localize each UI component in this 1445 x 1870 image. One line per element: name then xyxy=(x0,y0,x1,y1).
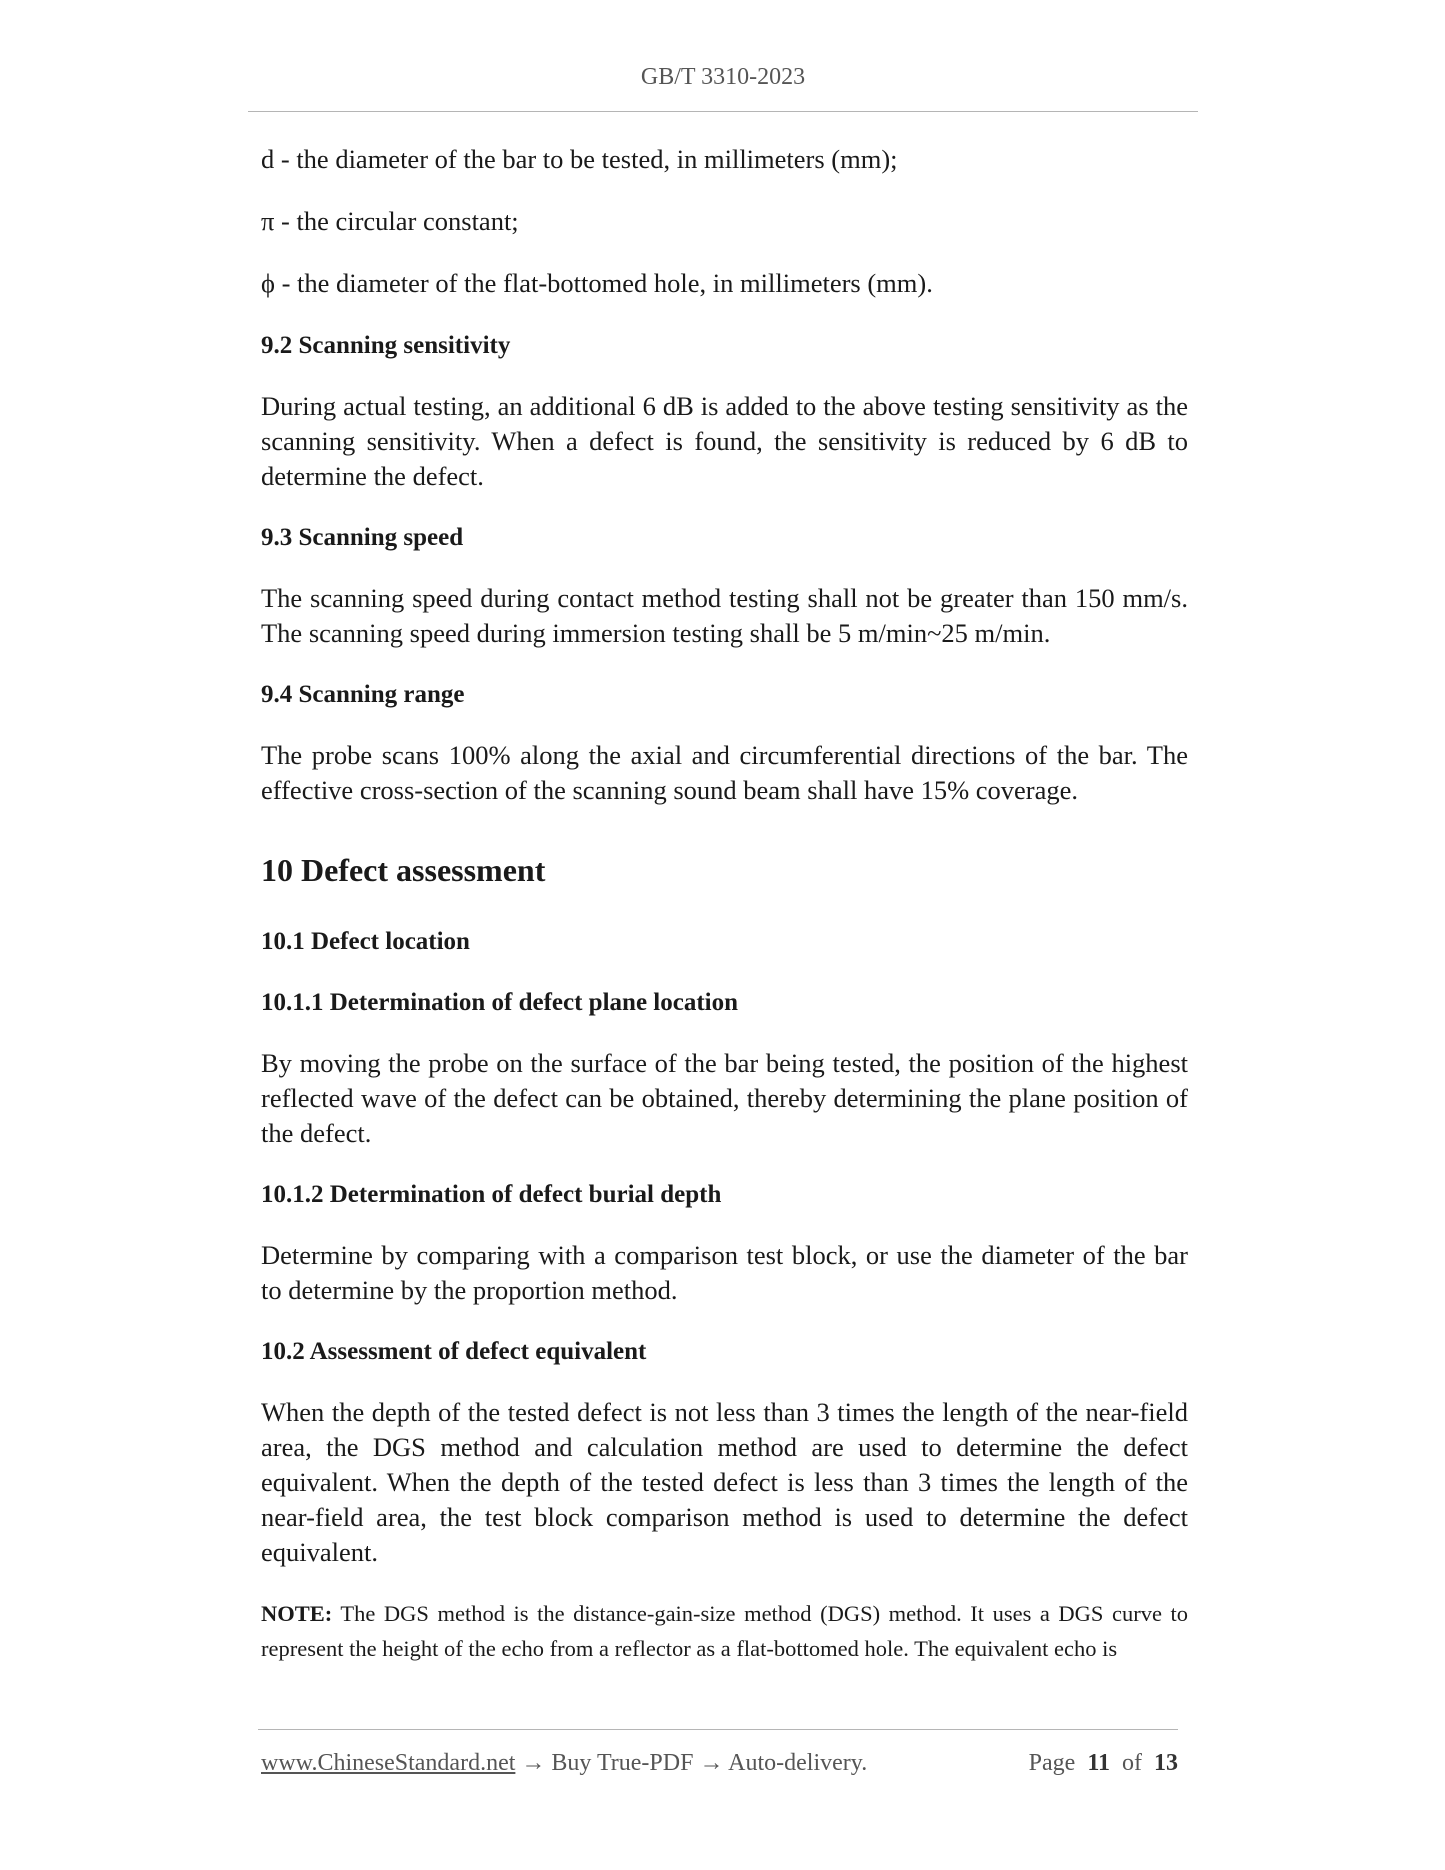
paragraph-10-1-1: By moving the probe on the surface of the bar being tested, the position of the highest reflected wave of the defect can be obtained, thereby determining the plane position of the defect. xyxy=(261,1048,1188,1148)
document-body xyxy=(261,142,1188,1666)
paragraph-9-4: The probe scans 100% along the axial and circumferential directions of the bar. The effective cross-section of the scanning sound beam shall have 15% coverage. xyxy=(261,740,1188,805)
note-paragraph xyxy=(261,1596,1188,1666)
heading-10-1-1: 10.1.1 Determination of defect plane location xyxy=(261,989,739,1016)
header-divider xyxy=(248,111,1198,112)
total-pages-number: 13 xyxy=(1154,1750,1178,1776)
heading-10: 10 Defect assessment xyxy=(261,852,546,888)
page-indicator xyxy=(1029,1750,1178,1777)
page-label: Page xyxy=(1028,1750,1076,1776)
definition-pi: π - the circular constant; xyxy=(261,206,519,236)
note-label: NOTE: xyxy=(261,1601,333,1626)
site-link[interactable]: www.ChineseStandard.net xyxy=(261,1750,516,1776)
heading-10-1: 10.1 Defect location xyxy=(261,928,470,955)
heading-10-1-2: 10.1.2 Determination of defect burial depth xyxy=(261,1181,722,1208)
arrow-right-icon: → xyxy=(521,1750,546,1776)
heading-10-2: 10.2 Assessment of defect equivalent xyxy=(261,1338,647,1365)
definition-phi: ϕ - the diameter of the flat-bottomed hole, in millimeters (mm). xyxy=(261,268,933,298)
buy-pdf-text: Buy True-PDF xyxy=(551,1750,694,1776)
paragraph-10-2: When the depth of the tested defect is not less than 3 times the length of the near-field area, the DGS method and calculation method are used to determine the defect equivalent. When the depth of the tested defect is less than 3 times the length of the near-field area, the test block comparison method is used to determine the defect equivalent. xyxy=(261,1397,1188,1567)
footer-promo xyxy=(261,1750,867,1777)
heading-9-4: 9.4 Scanning range xyxy=(261,681,465,708)
page-header: GB/T 3310-2023 xyxy=(640,64,806,90)
heading-9-3: 9.3 Scanning speed xyxy=(261,524,464,551)
note-text: The DGS method is the distance-gain-size method (DGS) method. It uses a DGS curve to represent the height of the echo from a reflector as a flat-bottomed hole. The equivalent echo is xyxy=(261,1601,1188,1661)
of-label: of xyxy=(1122,1750,1142,1776)
footer-divider xyxy=(258,1729,1178,1730)
current-page-number: 11 xyxy=(1087,1750,1110,1776)
arrow-right-icon: → xyxy=(699,1750,724,1776)
paragraph-9-3: The scanning speed during contact method testing shall not be greater than 150 mm/s. The scanning speed during immersion testing shall be 5 m/min~25 m/min. xyxy=(261,583,1188,648)
paragraph-10-1-2: Determine by comparing with a comparison test block, or use the diameter of the bar to determine by the proportion method. xyxy=(261,1240,1188,1305)
definition-d: d - the diameter of the bar to be tested, in millimeters (mm); xyxy=(261,144,898,174)
paragraph-9-2: During actual testing, an additional 6 dB is added to the above testing sensitivity as the scanning sensitivity. When a defect is found, the sensitivity is reduced by 6 dB to determine the defect. xyxy=(261,391,1188,491)
delivery-text: Auto-delivery. xyxy=(728,1750,868,1776)
heading-9-2: 9.2 Scanning sensitivity xyxy=(261,332,511,359)
